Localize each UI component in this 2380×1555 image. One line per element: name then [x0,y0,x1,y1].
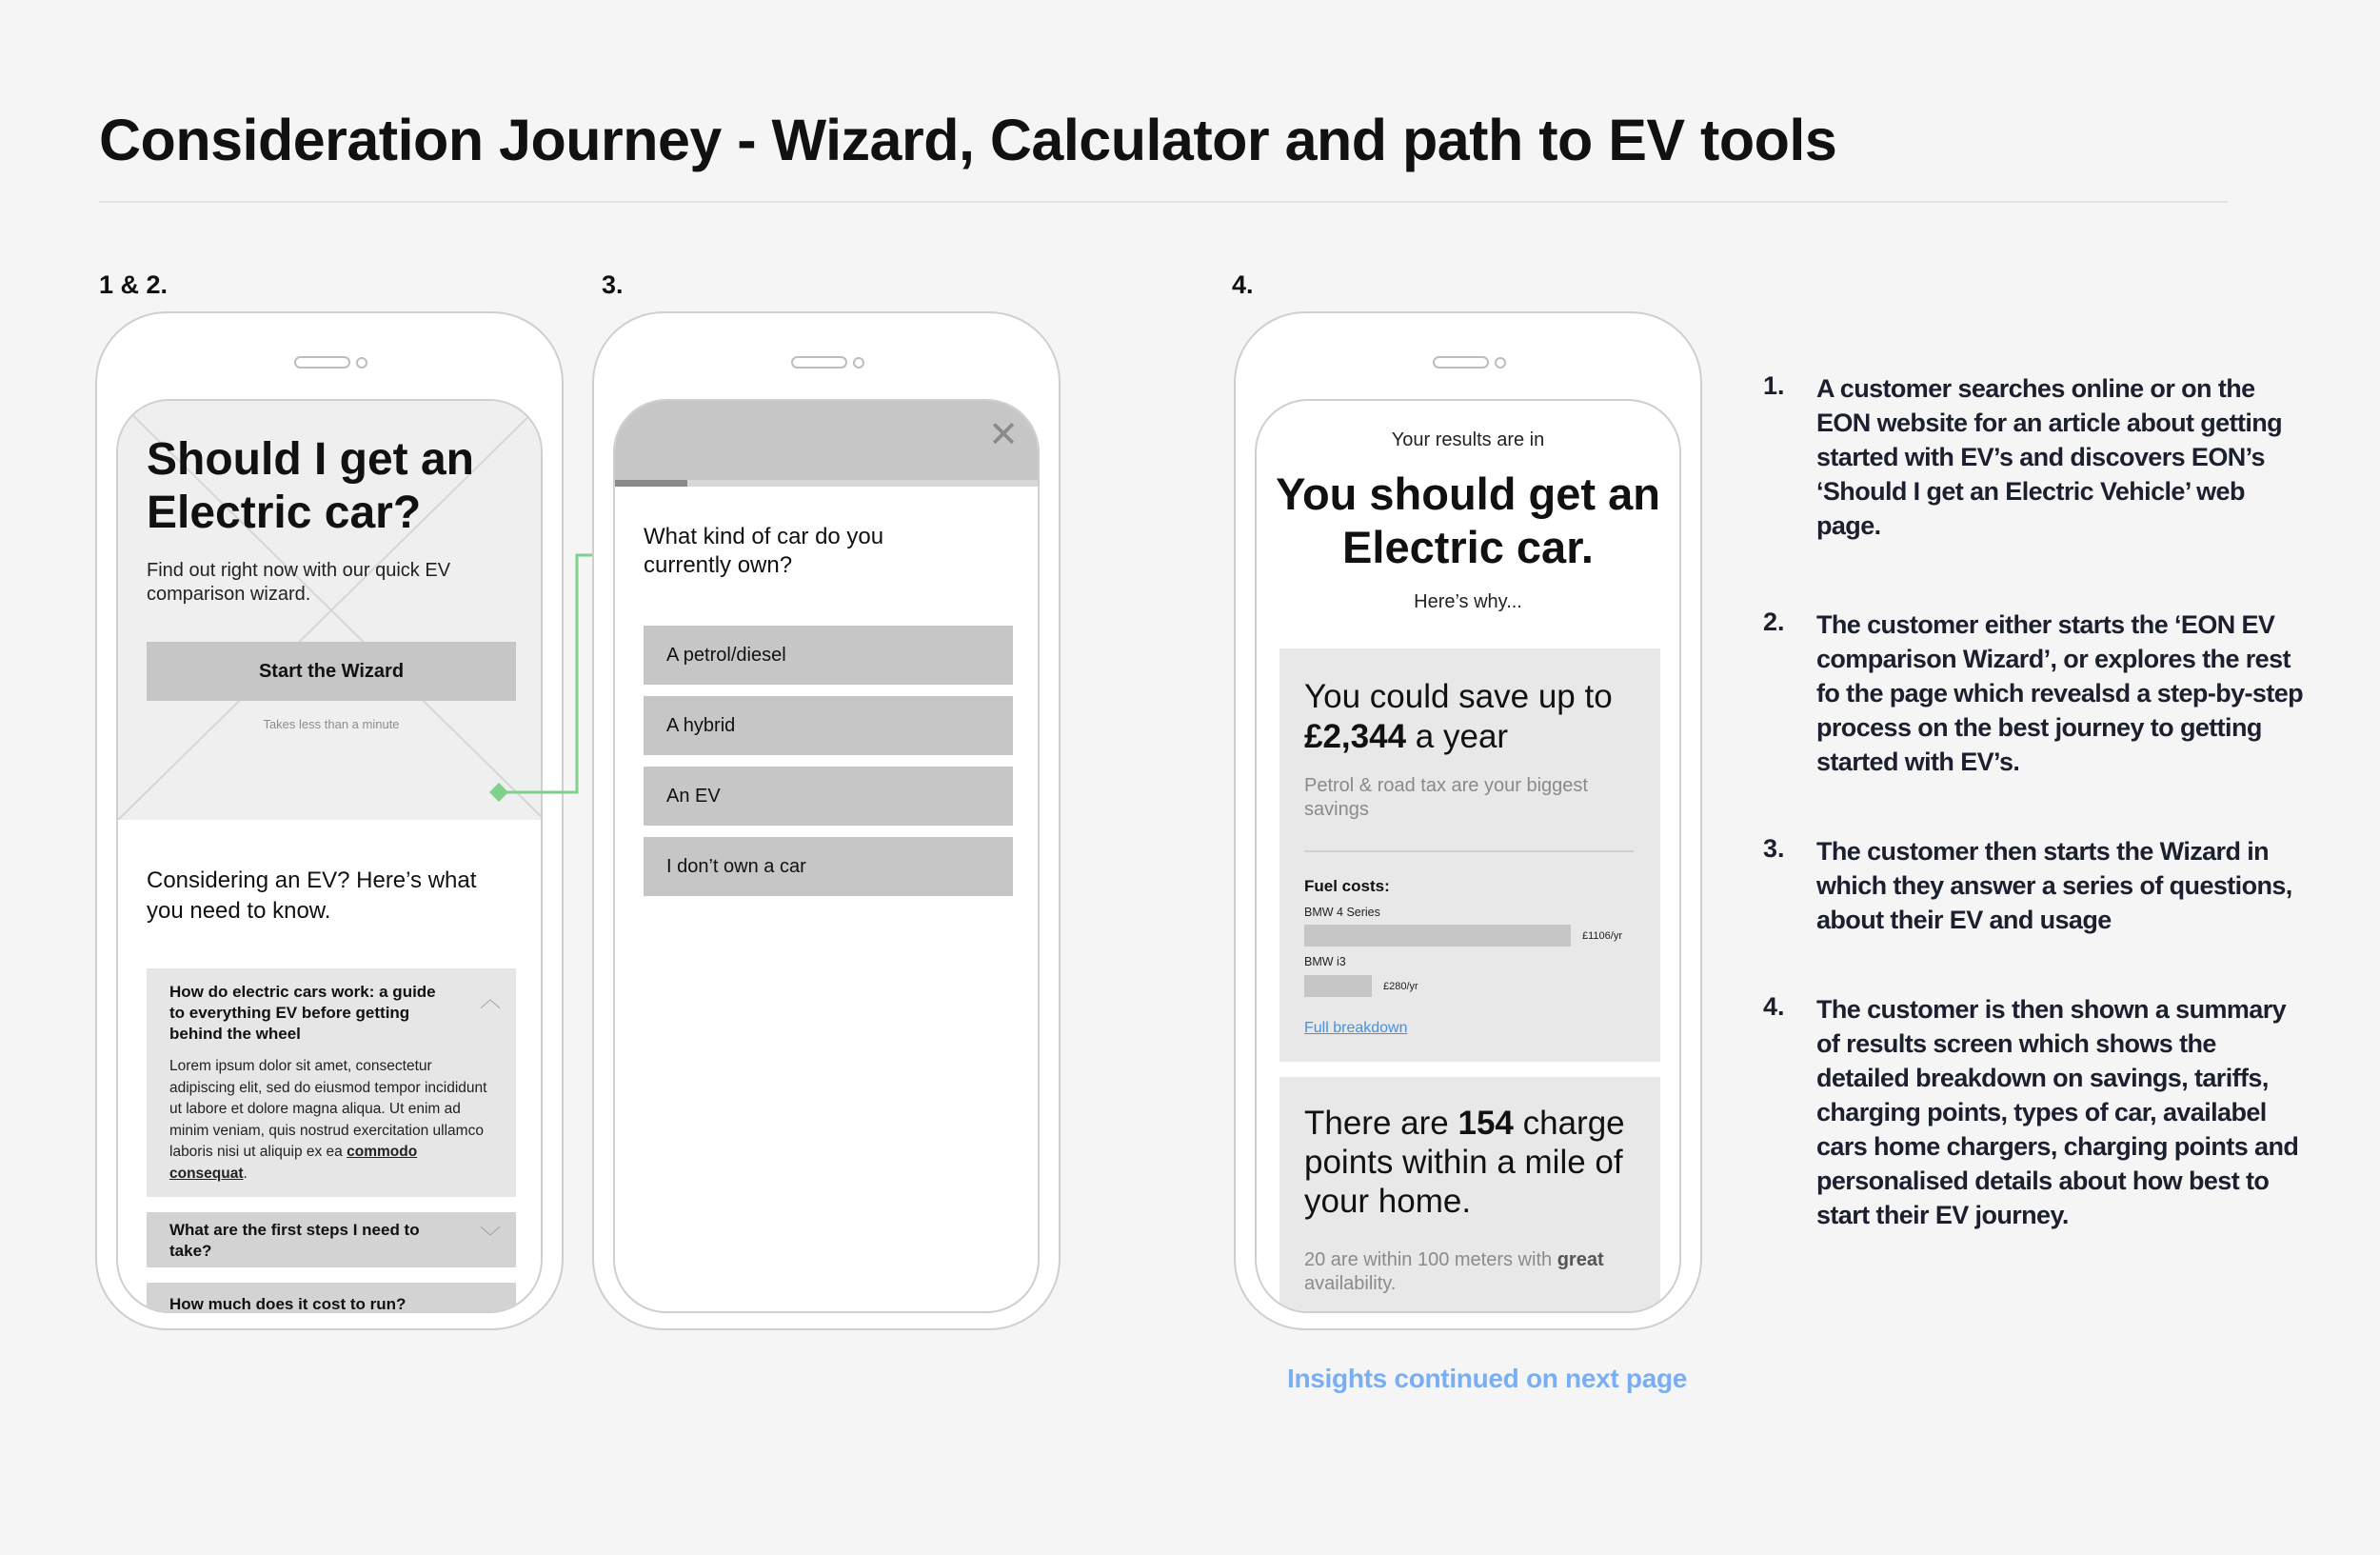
step-number: 4. [1763,992,1785,1021]
chevron-up-icon[interactable]: ︿ [479,987,501,1011]
phone-camera [1495,357,1506,369]
savings-headline: You could save up to £2,344 a year [1304,678,1613,755]
start-wizard-button[interactable]: Start the Wizard [147,642,516,701]
step-description: The customer then starts the Wizard in which they answer a series of questions, about their EV and usage [1816,837,2292,934]
step-number: 3. [1763,834,1785,863]
step-number: 1. [1763,371,1785,400]
accordion-item[interactable] [147,1212,516,1267]
card-divider [1304,850,1634,852]
wizard-progress-bar [615,480,1038,487]
accordion-question: How do electric cars work: a guide to everything EV before getting behind the wheel [169,983,436,1043]
title-divider [99,201,2228,203]
phone-landing [95,311,564,1330]
phone-camera [356,357,367,369]
phone-results [1234,311,1702,1330]
insights-continued-link[interactable]: Insights continued on next page [1287,1364,1688,1393]
results-eyebrow: Your results are in [1391,429,1545,450]
option-petrol-diesel[interactable]: A petrol/diesel [644,626,1013,685]
option-no-car[interactable]: I don’t own a car [644,837,1013,896]
wizard-header [615,401,1038,480]
phone-camera [853,357,864,369]
phone-speaker [1433,356,1489,369]
hero-title: Should I get an Electric car? [147,434,474,538]
phone-speaker [791,356,847,369]
full-breakdown-link[interactable]: Full breakdown [1304,1020,1408,1036]
fuel-car-name: BMW 4 Series [1304,906,1380,919]
fuel-costs-heading: Fuel costs: [1304,877,1390,895]
step-label-3: 3. [602,270,624,299]
journey-step-3 [1763,834,2296,939]
accordion-body: Lorem ipsum dolor sit amet, consectetur adipiscing elit, sed do eiusmod tempor incididunt ut labore et dolore magna aliqua. Ut enim ad minim veniam, quis nostrud exercitation ullamco laboris nisi ut aliquip ex ea commodo consequat. [169,1058,487,1182]
fuel-cost-bar [1304,925,1571,947]
wizard-screen [613,399,1040,1313]
accordion-item[interactable] [147,1283,516,1313]
step-description: The customer either starts the ‘EON EV comparison Wizard’, or explores the rest fo the page which revealsd a step-by-step process on the best journey to getting started with EV’s. [1816,610,2304,776]
charge-availability-note: 20 are within 100 meters with great availability. [1304,1249,1604,1294]
charge-points-headline: There are 154 charge points within a mile of your home. [1304,1105,1625,1220]
journey-step-4 [1763,992,2299,1240]
step-description: A customer searches online or on the EON website for an article about getting started with EV’s and discovers EON’s ‘Should I get an Electric Vehicle’ web page. [1816,374,2283,540]
results-why: Here’s why... [1414,591,1522,612]
journey-step-2 [1763,608,2304,779]
wizard-progress-fill [615,480,687,487]
results-title: You should get an Electric car. [1276,468,1660,572]
accordion-question: How much does it cost to run? [169,1295,407,1313]
accordion-question: What are the first steps I need to take? [169,1221,420,1260]
step-description: The customer is then shown a summary of results screen which shows the detailed breakdown on savings, tariffs, charging points, types of car, availabel cars home chargers, charging points and personalised details about how best to start their EV journey. [1816,995,2299,1229]
fuel-car-name: BMW i3 [1304,955,1346,968]
close-icon[interactable]: ✕ [988,415,1019,455]
fuel-cost-label: £280/yr [1383,981,1418,992]
commodo-link[interactable]: commodo consequat [169,1144,418,1182]
chevron-down-icon[interactable]: ﹀ [479,1226,501,1249]
fuel-cost-label: £1106/yr [1582,930,1622,942]
phone-speaker [294,356,350,369]
phone-wizard [592,311,1061,1330]
takes-less-note: Takes less than a minute [263,717,400,731]
accordion-item-open[interactable] [147,968,516,1197]
step-label-4: 4. [1232,270,1254,299]
charge-points-card [1279,1077,1660,1313]
considering-heading: Considering an EV? Here’s what you need to know. [147,867,477,924]
wizard-question: What kind of car do you currently own? [644,524,884,578]
hero-subtitle: Find out right now with our quick EV comparison wizard. [147,560,451,605]
fuel-cost-bar [1304,975,1372,997]
results-screen [1255,399,1681,1313]
option-ev[interactable]: An EV [644,767,1013,826]
journey-step-1 [1763,371,2296,543]
page-title: Consideration Journey - Wizard, Calculator and path to EV tools [99,108,1837,172]
option-hybrid[interactable]: A hybrid [644,696,1013,755]
step-number: 2. [1763,608,1785,636]
step-label-1-2: 1 & 2. [99,270,169,299]
savings-note: Petrol & road tax are your biggest savings [1304,775,1588,820]
savings-card [1279,648,1660,1062]
